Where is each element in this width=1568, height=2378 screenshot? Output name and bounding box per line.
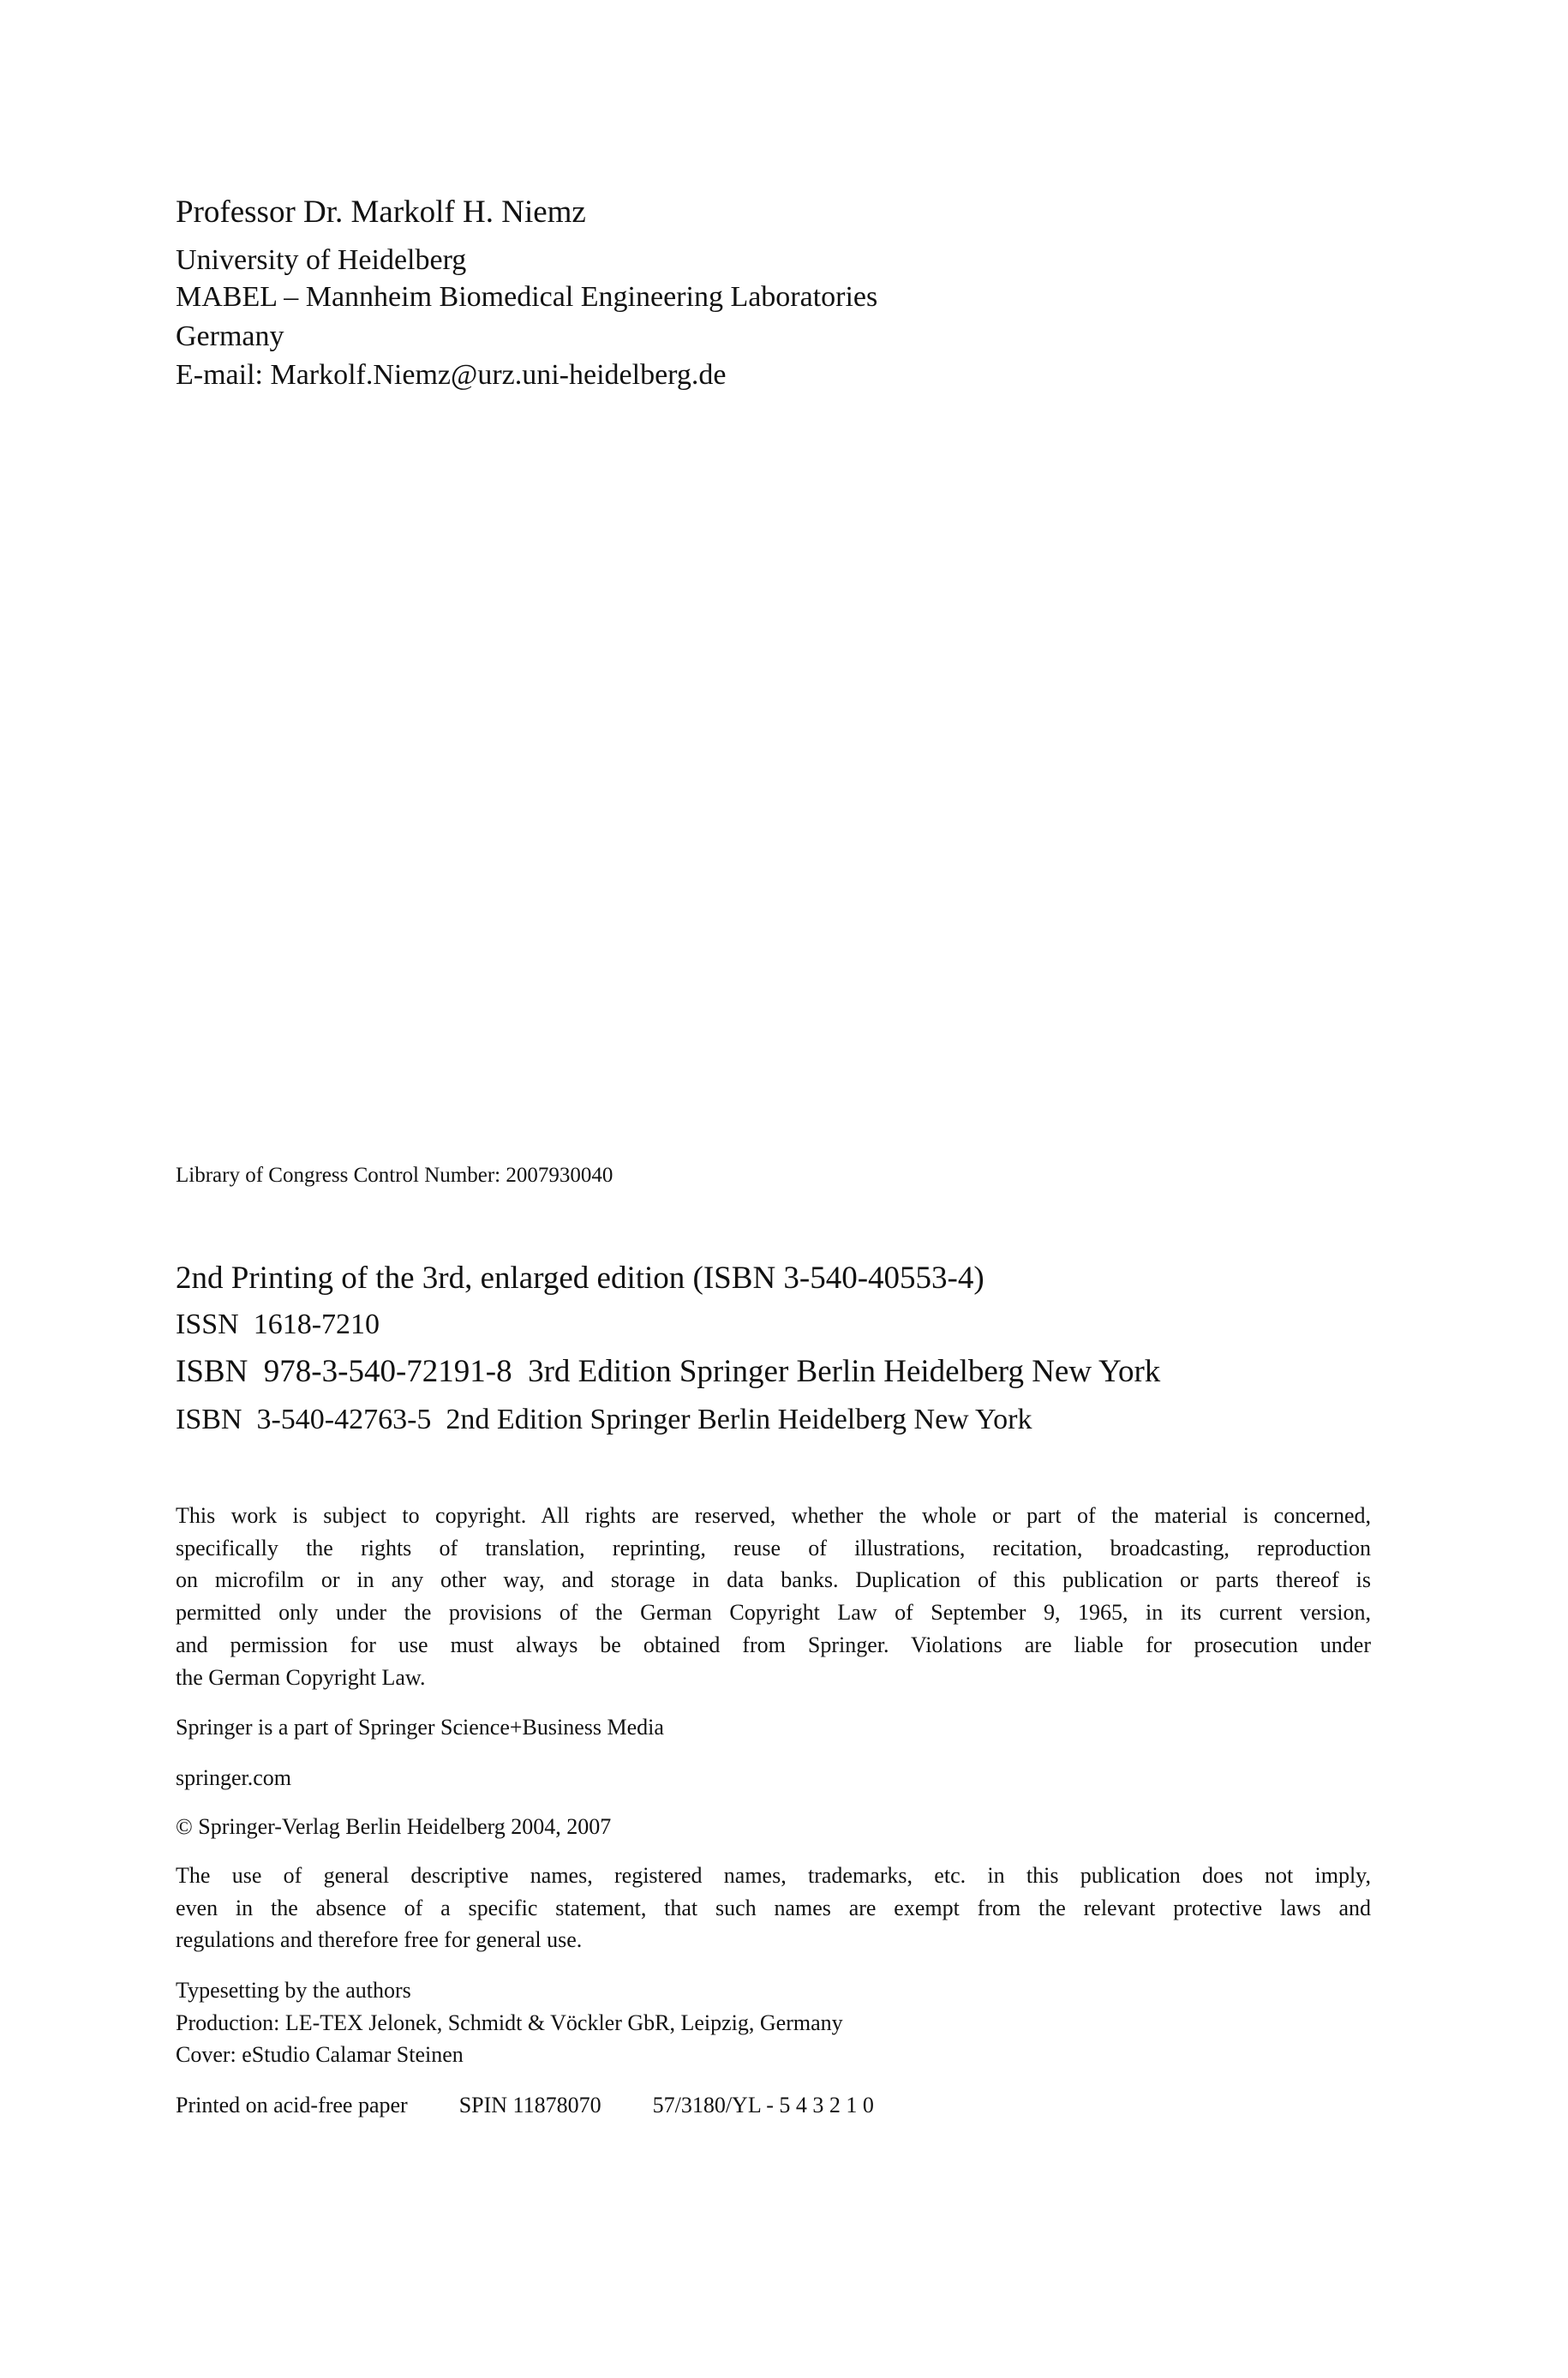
loc-control-number: Library of Congress Control Number: 2007930040 [176, 1164, 613, 1187]
footer-line [176, 2093, 874, 2118]
author-name: Professor Dr. Markolf H. Niemz [176, 195, 586, 230]
credits-line: Cover: eStudio Calamar Steinen [176, 2042, 464, 2067]
names-paragraph-line: even in the absence of a specific statement, that such names are exempt from the relevant protective laws and [176, 1896, 1371, 1920]
isbn-2nd-line: ISBN 3-540-42763-5 2nd Edition Springer Berlin Heidelberg New York [176, 1404, 1032, 1435]
names-paragraph-line: The use of general descriptive names, registered names, trademarks, etc. in this publication does not imply, [176, 1863, 1371, 1888]
copyright-paragraph-line: the German Copyright Law. [176, 1665, 426, 1690]
print-code: 57/3180/YL - 5 4 3 2 1 0 [652, 2093, 874, 2117]
paper-note: Printed on acid-free paper [176, 2093, 408, 2117]
copyright-paragraph-line: and permission for use must always be obtained from Springer. Violations are liable for prosecution under [176, 1632, 1371, 1657]
isbn-3rd-line: ISBN 978-3-540-72191-8 3rd Edition Springer Berlin Heidelberg New York [176, 1354, 1161, 1389]
credits-line: Typesetting by the authors [176, 1978, 411, 2003]
credits-line: Production: LE-TEX Jelonek, Schmidt & Vöckler GbR, Leipzig, Germany [176, 2010, 843, 2035]
copyright-paragraph-line: on microfilm or in any other way, and storage in data banks. Duplication of this publication or parts thereof is [176, 1567, 1371, 1592]
names-paragraph-line: regulations and therefore free for general use. [176, 1927, 583, 1952]
affiliation-line: University of Heidelberg [176, 244, 467, 276]
printing-line: 2nd Printing of the 3rd, enlarged edition (ISBN 3-540-40553-4) [176, 1261, 984, 1296]
copyright-line: © Springer-Verlag Berlin Heidelberg 2004, 2007 [176, 1814, 612, 1839]
issn-line: ISSN 1618-7210 [176, 1309, 380, 1340]
affiliation-line: MABEL – Mannheim Biomedical Engineering Laboratories [176, 281, 878, 313]
affiliation-line: Germany [176, 320, 284, 352]
copyright-paragraph-line: specifically the rights of translation, reprinting, reuse of illustrations, recitation, broadcasting, reproduction [176, 1536, 1371, 1560]
spin-number: SPIN 11878070 [458, 2093, 601, 2117]
copyright-paragraph-line: permitted only under the provisions of the German Copyright Law of September 9, 1965, in its current version, [176, 1600, 1371, 1625]
website-link[interactable]: springer.com [176, 1765, 292, 1790]
email-line: E-mail: Markolf.Niemz@urz.uni-heidelberg.de [176, 359, 727, 391]
copyright-paragraph-line: This work is subject to copyright. All rights are reserved, whether the whole or part of the material is concerned, [176, 1503, 1371, 1528]
springer-part-line: Springer is a part of Springer Science+Business Media [176, 1715, 664, 1740]
